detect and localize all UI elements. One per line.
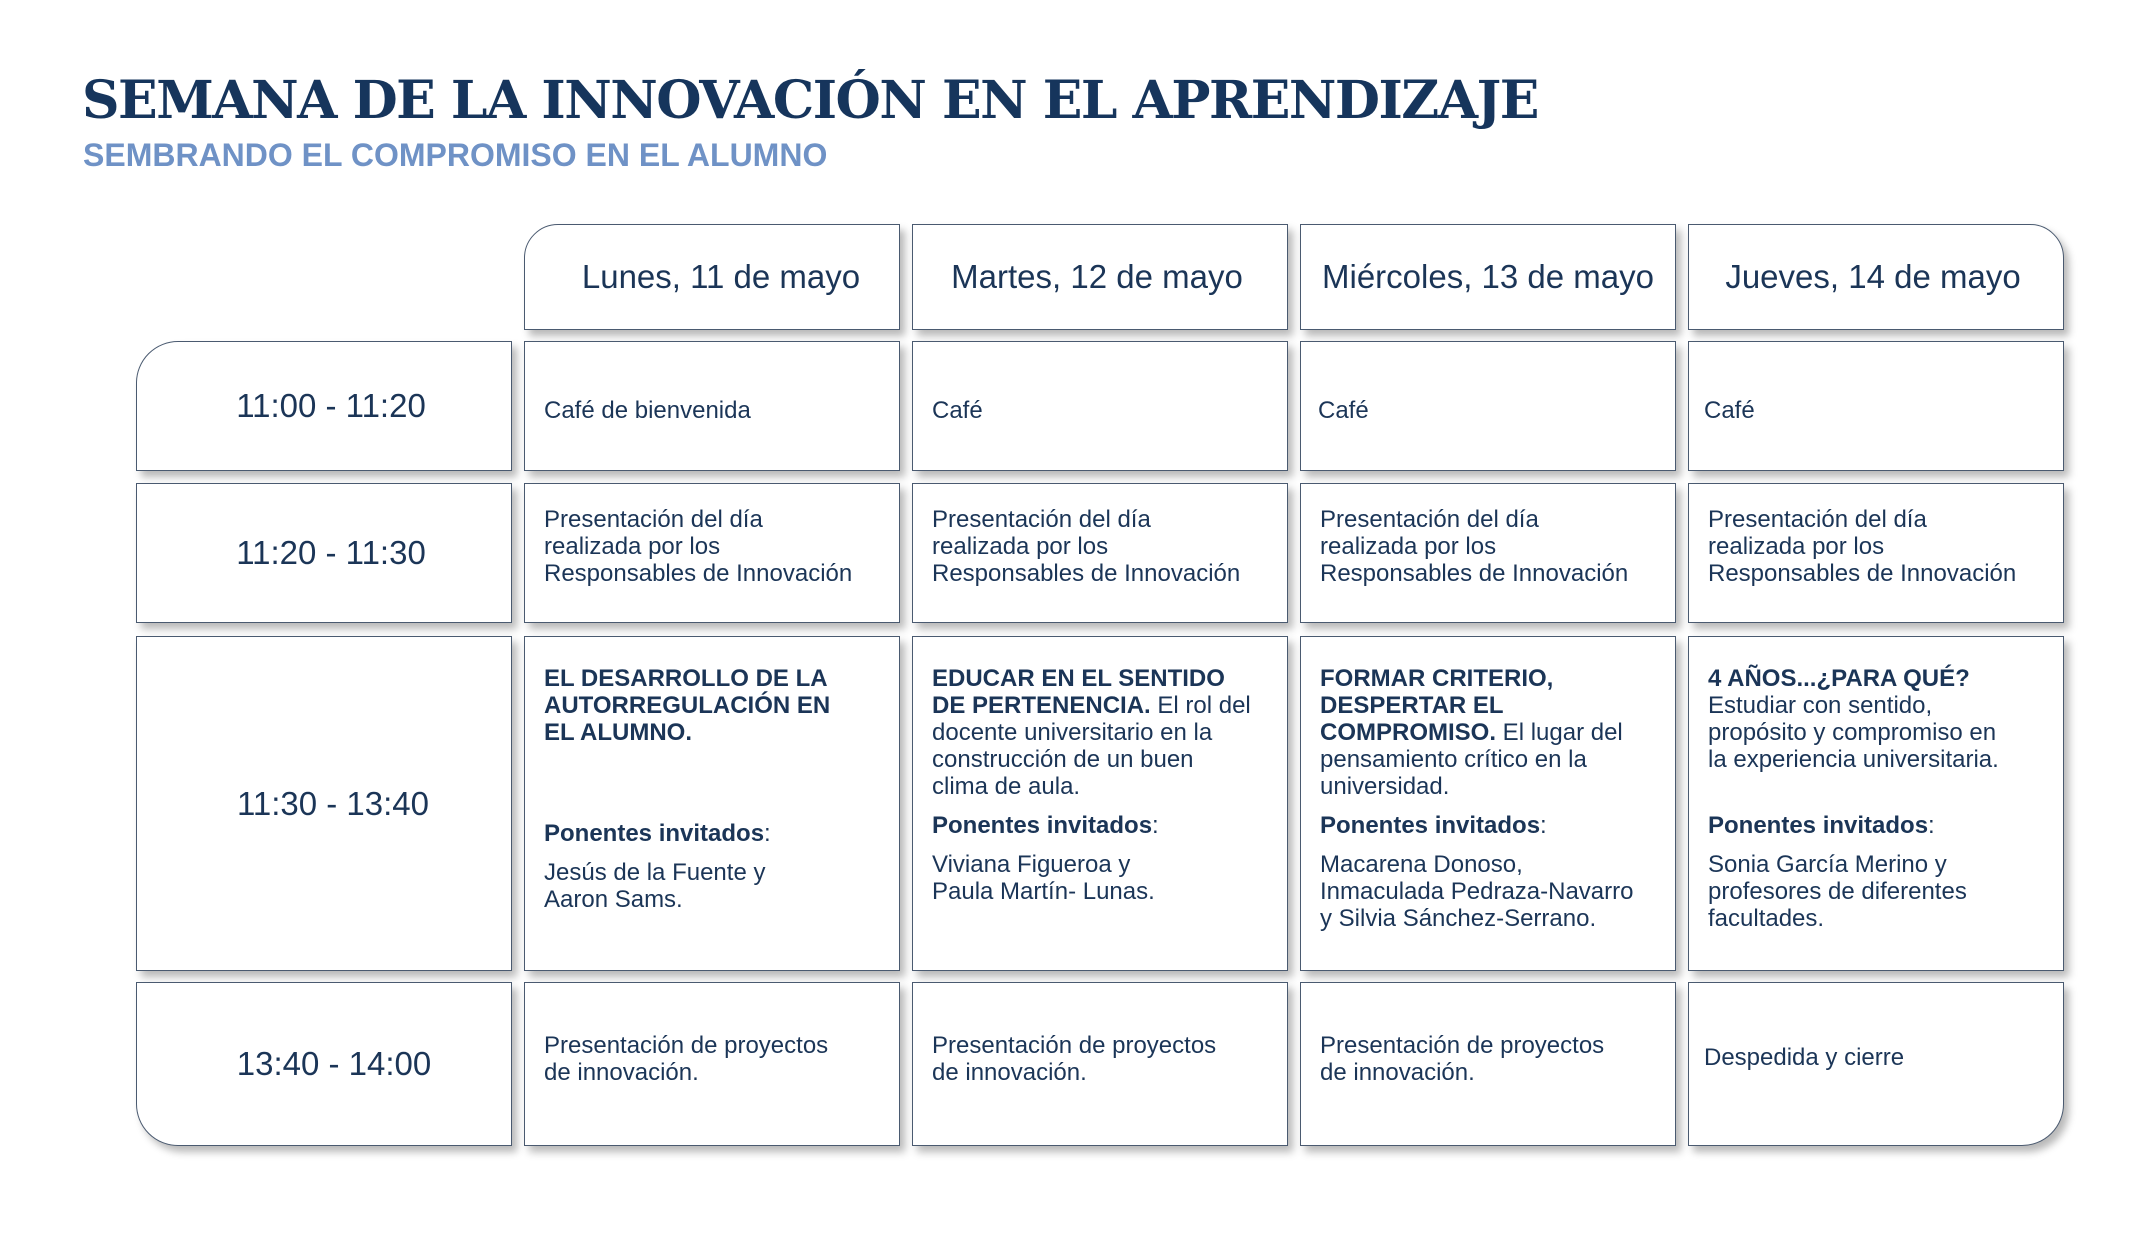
session-wed-2 <box>1300 483 1676 623</box>
speaker-line: facultades. <box>1708 905 1825 932</box>
speaker-line: Inmaculada Pedraza-Navarro <box>1320 878 1634 905</box>
session-tue-2 <box>912 483 1288 623</box>
session-line: realizada por los <box>544 533 721 560</box>
session-line: Presentación del día <box>932 506 1151 533</box>
speaker-line: Viviana Figueroa y <box>932 851 1131 878</box>
talk-line: construcción de un buen <box>932 746 1194 773</box>
talk-line: la experiencia universitaria. <box>1708 746 1999 773</box>
talk-line: clima de aula. <box>932 773 1081 800</box>
talk-line <box>1320 719 1657 746</box>
session-line: de innovación. <box>1320 1059 1475 1086</box>
session-line: de innovación. <box>544 1059 699 1086</box>
talk-title-line: EL ALUMNO. <box>544 719 692 746</box>
time-slot-3 <box>136 636 512 971</box>
day-label: Jueves, 14 de mayo <box>1725 258 2021 295</box>
session-thu-1 <box>1688 341 2064 471</box>
session-mon-1 <box>524 341 900 471</box>
speakers-heading <box>1708 812 2045 839</box>
speakers-heading <box>932 812 1269 839</box>
talk-description-fragment: El lugar del <box>1496 719 1623 746</box>
speakers-colon: : <box>1152 812 1159 839</box>
talk-title-line: AUTORREGULACIÓN EN <box>544 692 831 719</box>
session-line: Presentación de proyectos <box>544 1032 829 1059</box>
session-thu-2 <box>1688 483 2064 623</box>
talk-title-line: DESPERTAR EL <box>1320 692 1504 719</box>
session-line: Responsables de Innovación <box>1708 560 2017 587</box>
day-label: Lunes, 11 de mayo <box>581 258 861 295</box>
speaker-line: Macarena Donoso, <box>1320 851 1523 878</box>
day-header-monday <box>524 224 900 330</box>
session-text: Café <box>932 397 983 424</box>
day-header-tuesday <box>912 224 1288 330</box>
talk-line <box>932 692 1269 719</box>
day-header-wednesday <box>1300 224 1676 330</box>
session-line: Despedida y cierre <box>1704 1044 1905 1071</box>
session-wed-1 <box>1300 341 1676 471</box>
time-slot-4 <box>136 982 512 1146</box>
talk-line: universidad. <box>1320 773 1450 800</box>
time-label: 13:40 - 14:00 <box>236 1045 432 1082</box>
day-label: Miércoles, 13 de mayo <box>1322 258 1654 295</box>
talk-line: propósito y compromiso en <box>1708 719 1997 746</box>
session-mon-3 <box>524 636 900 971</box>
session-line: Presentación del día <box>544 506 763 533</box>
session-line: Presentación de proyectos <box>932 1032 1217 1059</box>
speakers-label: Ponentes invitados <box>544 820 765 847</box>
talk-line: pensamiento crítico en la <box>1320 746 1587 773</box>
time-slot-1 <box>136 341 512 471</box>
session-line: realizada por los <box>932 533 1109 560</box>
session-mon-2 <box>524 483 900 623</box>
speakers-colon: : <box>1928 812 1935 839</box>
session-wed-3 <box>1300 636 1676 971</box>
session-line: realizada por los <box>1320 533 1497 560</box>
session-line: Responsables de Innovación <box>1320 560 1629 587</box>
speaker-line: y Silvia Sánchez-Serrano. <box>1320 905 1597 932</box>
speakers-colon: : <box>764 820 771 847</box>
session-text: Café de bienvenida <box>544 397 751 424</box>
session-line: Presentación de proyectos <box>1320 1032 1605 1059</box>
time-slot-2 <box>136 483 512 623</box>
speaker-line: Paula Martín- Lunas. <box>932 878 1155 905</box>
session-wed-4 <box>1300 982 1676 1146</box>
talk-title-fragment: DE PERTENENCIA. <box>932 692 1151 719</box>
time-label: 11:00 - 11:20 <box>236 387 426 424</box>
speakers-label: Ponentes invitados <box>932 812 1153 839</box>
page-subtitle: SEMBRANDO EL COMPROMISO EN EL ALUMNO <box>83 137 828 173</box>
speaker-line: Sonia García Merino y <box>1708 851 1947 878</box>
talk-title-fragment: COMPROMISO. <box>1320 719 1497 746</box>
session-line: Responsables de Innovación <box>932 560 1241 587</box>
session-thu-3 <box>1688 636 2064 971</box>
talk-title-line: EDUCAR EN EL SENTIDO <box>932 665 1225 692</box>
speakers-colon: : <box>1540 812 1547 839</box>
session-line: Presentación del día <box>1708 506 1927 533</box>
speakers-heading <box>544 820 881 847</box>
session-line: Responsables de Innovación <box>544 560 853 587</box>
session-line: realizada por los <box>1708 533 1885 560</box>
session-line: de innovación. <box>932 1059 1087 1086</box>
talk-title-line: FORMAR CRITERIO, <box>1320 665 1554 692</box>
day-label: Martes, 12 de mayo <box>951 258 1243 295</box>
time-label: 11:20 - 11:30 <box>236 534 426 571</box>
session-thu-4 <box>1688 982 2064 1146</box>
talk-line: docente universitario en la <box>932 719 1213 746</box>
speaker-line: profesores de diferentes <box>1708 878 1967 905</box>
page-title: SEMANA DE LA INNOVACIÓN EN EL APRENDIZAJE <box>82 70 1538 131</box>
talk-line: Estudiar con sentido, <box>1708 692 1933 719</box>
talk-description-fragment: El rol del <box>1150 692 1251 719</box>
speakers-heading <box>1320 812 1657 839</box>
session-line: Presentación del día <box>1320 506 1539 533</box>
session-tue-3 <box>912 636 1288 971</box>
day-header-thursday <box>1688 224 2064 330</box>
speakers-label: Ponentes invitados <box>1708 812 1929 839</box>
session-text: Café <box>1704 397 1755 424</box>
speaker-line: Jesús de la Fuente y <box>544 859 766 886</box>
time-label: 11:30 - 13:40 <box>236 784 430 822</box>
session-text: Café <box>1318 397 1369 424</box>
talk-title-line: 4 AÑOS...¿PARA QUÉ? <box>1708 665 1970 692</box>
session-tue-4 <box>912 982 1288 1146</box>
speakers-label: Ponentes invitados <box>1320 812 1541 839</box>
talk-title-line: EL DESARROLLO DE LA <box>544 665 828 692</box>
speaker-line: Aaron Sams. <box>544 886 683 913</box>
session-tue-1 <box>912 341 1288 471</box>
session-mon-4 <box>524 982 900 1146</box>
